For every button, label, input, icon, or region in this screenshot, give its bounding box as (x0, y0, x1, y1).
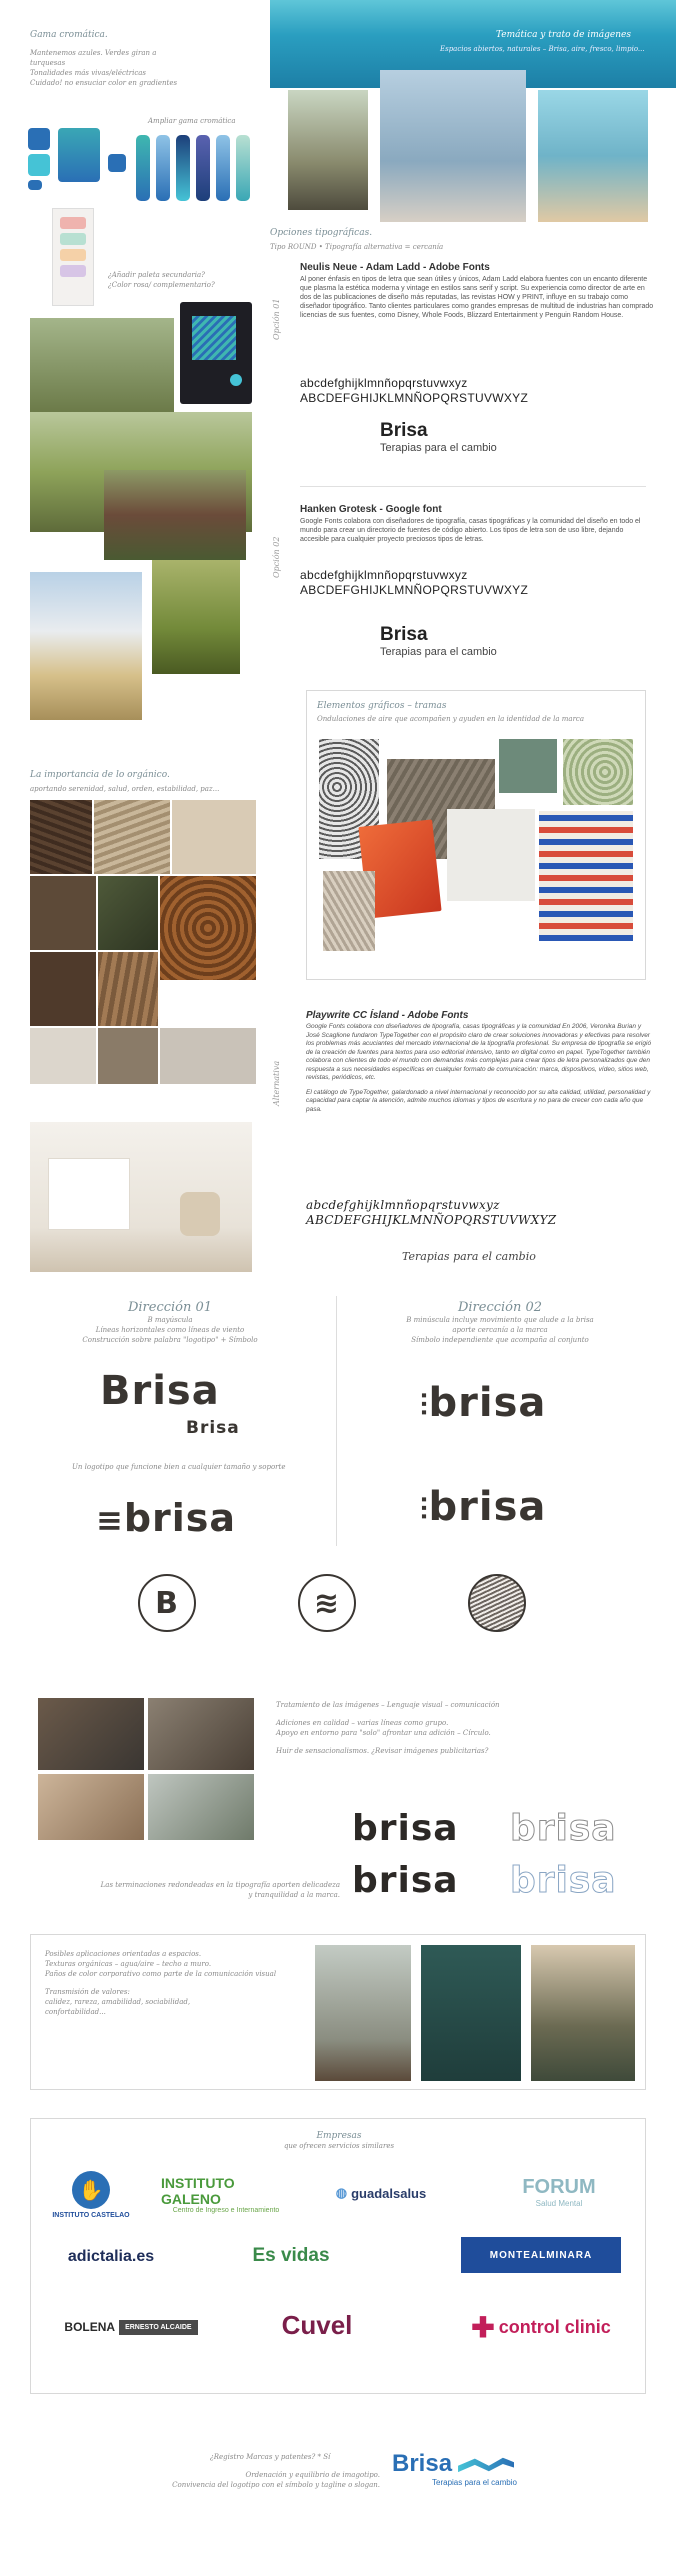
company-name: INSTITUTO GALENO (161, 2174, 235, 2207)
direction1 (70, 1300, 270, 1345)
option2-block (300, 504, 654, 544)
footer-line: Ordenación y equilibrio de imagotipo. (245, 2471, 380, 2479)
lounge-photo (315, 1945, 411, 2081)
tree-ring-photo (160, 876, 256, 980)
alt-tagline: Terapias para el cambio (402, 1250, 536, 1263)
leaf-photo (30, 876, 96, 950)
company-name: FORUM (522, 2176, 596, 2198)
company-sub: Salud Mental (535, 2199, 583, 2208)
walk-photo (148, 1774, 254, 1840)
application-line: Texturas orgánicas – agua/aire – techo a muro. (45, 1960, 212, 1968)
clay-photo (98, 1028, 158, 1084)
wood-photo (30, 800, 92, 874)
direction2-title: Dirección 02 (457, 1300, 543, 1315)
logo-forum (499, 2165, 619, 2219)
companies-frame (30, 2118, 646, 2394)
alt-font-name: Playwrite CC Ísland - Adobe Fonts (306, 1010, 469, 1021)
secondary-palette-card (52, 208, 94, 306)
rounded-note: Las terminaciones redondeadas en la tipografía aporten delicadeza y tranquilidad a la marca. (100, 1881, 340, 1899)
imagery-subtitle: Espacios abiertos, naturales – Brisa, aire, fresco, limpio... (440, 45, 645, 53)
treatment-notes (276, 1700, 576, 1756)
uppercase-alphabet: ABCDEFGHIJKLMNÑOPQRSTUVWXYZ (300, 583, 529, 597)
logo-word: brisa (123, 1496, 237, 1540)
direction2 (380, 1300, 620, 1345)
dune-photo (98, 876, 158, 950)
application-line: Transmisión de valores: (45, 1988, 130, 1996)
gradient-strip (136, 135, 150, 201)
alt-alphabet (306, 1198, 556, 1228)
dark-mockup (180, 302, 252, 404)
company-name: BOLENA (64, 2320, 116, 2334)
direction1-title: Dirección 01 (127, 1300, 213, 1315)
gradient-strip (236, 135, 250, 201)
logo-cuvel (257, 2303, 377, 2347)
organic-subtitle: aportando serenidad, salud, orden, estabilidad, paz... (30, 785, 220, 793)
footer-notes (160, 2470, 380, 2490)
direction1-line: Líneas horizontales como líneas de viento (95, 1326, 245, 1334)
wave-icon (458, 2455, 514, 2473)
logo-montealminara (461, 2237, 621, 2273)
sand-photo (94, 800, 170, 874)
couple-photo (148, 1698, 254, 1770)
applications-frame (30, 1934, 646, 2090)
direction1-note: Un logotipo que funcione bien a cualquier tamaño y soporte (72, 1463, 286, 1471)
footer-logo (392, 2450, 517, 2487)
organic-title: La importancia de lo orgánico. (30, 770, 170, 780)
person-photo (104, 470, 246, 560)
applications-notes (45, 1949, 305, 2017)
footer-tagline: Terapias para el cambio (432, 2478, 517, 2487)
swatch-blue (28, 128, 50, 150)
application-line: confortabilidad... (45, 2008, 106, 2016)
lowercase-alphabet: abcdefghijklmnñopqrstuvwxyz (300, 376, 468, 390)
marble-photo (30, 1028, 96, 1084)
room-photo (30, 1122, 252, 1272)
option2-label: Opción 02 (272, 536, 281, 578)
imagery-title: Temática y trato de imágenes (496, 30, 631, 40)
logo-brisa-lower-alt: ⫶brisa (420, 1484, 547, 1530)
graphics-subtitle: Ondulaciones de aire que acompañen y ayuden en la identidad de la marca (317, 715, 585, 723)
gradient-strip (156, 135, 170, 201)
direction2-line: Símbolo independiente que acompaña al conjunto (411, 1336, 589, 1344)
company-name: INSTITUTO CASTELAO (52, 2212, 130, 2219)
option1-alphabet (300, 376, 528, 406)
lowercase-alphabet: abcdefghijklmnñopqrstuvwxyz (300, 568, 468, 582)
brand-name: Brisa (380, 420, 428, 441)
wordmark-solid: brisa (352, 1860, 459, 1901)
application-line: Paños de color corporativo como parte de la comunicación visual (45, 1970, 277, 1978)
wordmark-outline: brisa (510, 1808, 617, 1849)
application-line: calidez, rareza, amabilidad, sociabilidad, (45, 1998, 191, 2006)
logo-adictalia (51, 2239, 171, 2275)
wordmark-outline-blue: brisa (510, 1860, 617, 1901)
treatment-line: Huir de sensacionalismos. ¿Revisar imágenes publicitarias? (276, 1747, 489, 1755)
logo-guadalsalus: ◍ guadalsalus (335, 2185, 427, 2201)
woman-glasses-photo (38, 1774, 144, 1840)
option1-font-name: Neulis Neue - Adam Ladd - Adobe Fonts (300, 262, 490, 273)
symbol-circle-texture (468, 1574, 526, 1632)
logo-word: brisa (428, 1484, 547, 1530)
direction1-line: Construcción sobre palabra "logotipo" + Símbolo (82, 1336, 258, 1344)
gradient-strip (216, 135, 230, 201)
direction2-line: aporte cercanía a la marca (452, 1326, 548, 1334)
direction2-line: B minúscula incluye movimiento que alude a la brisa (406, 1316, 594, 1324)
company-name: guadalsalus (351, 2185, 427, 2201)
pattern-mint (563, 739, 633, 805)
green-wall-photo (421, 1945, 521, 2081)
company-name: MONTEALMINARA (489, 2249, 593, 2261)
swatch-cyan (28, 154, 50, 176)
wordmark-solid: brisa (352, 1808, 459, 1849)
company-name: adictalia.es (67, 2248, 155, 2265)
friends-photo (38, 1698, 144, 1770)
typography-subtitle: Tipo ROUND • Tipografía alternativa = cercanía (270, 243, 444, 251)
poster-mockup (539, 811, 633, 941)
rock-photo (98, 952, 158, 1026)
direction1-line: B mayúscula (147, 1316, 193, 1324)
company-sub: ERNESTO ALCAIDE (119, 2320, 198, 2335)
symbol-circle-waves: ≋ (298, 1574, 356, 1632)
application-line: Posibles aplicaciones orientadas a espacios. (45, 1950, 202, 1958)
option1-label: Opción 01 (272, 298, 281, 340)
option1-brand-sample (380, 420, 497, 454)
sky-photo (30, 572, 142, 720)
option2-description: Google Fonts colabora con diseñadores de tipografía, casas tipográficas y la comunidad del diseño en todo el mundo para crear un directorio de fuentes de código abierto. Los tipos de letra son de uso libre, dejando accesible para cualquier proyecto preciosos tipos de letras. (300, 518, 641, 543)
brand-tagline: Terapias para el cambio (380, 646, 497, 658)
palette-line: Mantenemos azules. Verdes giran a turquesas (30, 49, 157, 67)
treatment-line: Apoyo en entorno para "solo" afrontar una adición – Círculo. (276, 1729, 491, 1737)
foam-photo (160, 1028, 256, 1084)
extended-palette-title: Ampliar gama cromática (148, 117, 236, 125)
swatch-gradient (58, 128, 100, 182)
treatment-line: Adiciones en calidad – varias líneas como grupo. (276, 1719, 449, 1727)
pattern-green (499, 739, 557, 793)
treatment-line: Tratamiento de las imágenes – Lenguaje visual – comunicación (276, 1701, 500, 1709)
palette-notes (30, 48, 190, 88)
gradient-strip (176, 135, 190, 201)
palette-line: Cuidado! no ensuciar color en gradientes (30, 79, 178, 87)
alt-description: Google Fonts colabora con diseñadores de tipografía, casas tipográficas y la comunidad En 2006, Veronika Burian y José Scaglione fundaron TypeTogether con el propósito claro de crear soluciones innovadoras y efectivas para resolver los problemas más acuciantes del mercado internacional de la tipografía profesional. Su empresa de tipografía se erigió de la creación de fuentes para textos para uso editorial intensivo, tanto en digital como en papel. TypeTogether también colabora con clientes de todo el mundo con demandas más complejas para crear tipos de letra personalizados que den respuesta a sus necesidades específicas en cualquier formato de comunicación: marca, dispositivos, vídeo, sitios web, revistas, periódicos, etc. (306, 1023, 652, 1081)
logo-bolena (51, 2307, 211, 2347)
companies-subtitle: que ofrecen servicios similares (283, 2142, 395, 2150)
footer-line: Convivencia del logotipo con el símbolo y tagline o slogan. (172, 2481, 380, 2489)
gradient-strip (196, 135, 210, 201)
company-name: control clinic (498, 2316, 611, 2337)
secondary-question-line: ¿Color rosa/ complementario? (108, 281, 215, 289)
logo-instituto-galeno (161, 2165, 291, 2223)
bark-photo (172, 800, 256, 874)
option2-brand-sample (380, 624, 497, 658)
company-name: Cuvel (281, 2309, 353, 2340)
footer-brand: Brisa (392, 2450, 453, 2477)
logo-brisa-small: Brisa (186, 1418, 240, 1438)
logo-esvidas (231, 2235, 351, 2277)
office-photo (531, 1945, 635, 2081)
graphics-title: Elementos gráficos – tramas (317, 701, 447, 711)
swatch-teal (28, 180, 42, 190)
swatch-small (108, 154, 126, 172)
logo-brisa-lower: ⫶brisa (420, 1380, 547, 1426)
uppercase-alphabet: ABCDEFGHIJKLMNÑOPQRSTUVWXYZ (306, 1213, 557, 1227)
palette-title: Gama cromática. (30, 30, 108, 40)
palette-line: Tonalidades más vivas/eléctricas (30, 69, 147, 77)
option1-block (300, 262, 654, 320)
symbol-circle-b: B (138, 1574, 196, 1632)
alt-label: Alternativa (272, 1060, 281, 1106)
beach-photo (538, 90, 648, 222)
option1-description: Al poner énfasis en tipos de letra que sean útiles y únicos, Adam Ladd elabora fuentes con un encanto diferente que plasma la estética moderna y vintage en estilos sans serif y script. Su experiencia como director de arte en dos de las publicaciones de diseño más reputadas, las revistas HOW y PRINT, influye en su trabajo como diseñador tipográfico. Tanto clientes particulares como grandes empresas de multitud de industrias han comprado licencias de sus fuentes, como Disney, Whole Foods, Blizzard Entertainment y Penguin Random House. (300, 276, 654, 319)
pattern-rug2 (323, 871, 375, 951)
logo-brisa-wind: ≡brisa (96, 1496, 237, 1540)
brand-tagline: Terapias para el cambio (380, 442, 497, 454)
chair-photo (447, 809, 535, 901)
application-line (45, 1979, 305, 1987)
secondary-question-line: ¿Añadir paleta secundaria? (108, 271, 205, 279)
stone-photo (30, 952, 96, 1026)
woman-photo (380, 70, 526, 222)
lowercase-alphabet: abcdefghijklmnñopqrstuvwxyz (306, 1198, 500, 1212)
companies-title: Empresas (316, 2131, 362, 2141)
option2-font-name: Hanken Grotesk - Google font (300, 504, 442, 515)
logo-brisa-upper: Brisa (100, 1368, 220, 1414)
alt-description2: El catálogo de TypeTogether, galardonado a nivel internacional y reconocido por su alta calidad, utilidad, personalidad y capacidad para captar la atención, admite muchos idiomas y tipos de escritura y no para de crecer con cada año que pasa. (306, 1088, 651, 1113)
logo-control-clinic: ✚ control clinic (471, 2311, 611, 2343)
reed-photo (152, 560, 240, 674)
brand-name: Brisa (380, 624, 428, 645)
alt-block (306, 1010, 656, 1114)
graphics-frame (306, 690, 646, 980)
option2-alphabet (300, 568, 528, 598)
companies-header (31, 2131, 647, 2151)
secondary-question (108, 270, 238, 290)
company-name: Es vidas (252, 2245, 330, 2266)
logo-instituto-castelao: ✋ INSTITUTO CASTELAO (51, 2165, 131, 2225)
footer-question: ¿Registro Marcas y patentes? * Sí (210, 2453, 331, 2461)
typography-title: Opciones tipográficas. (270, 228, 373, 238)
logo-word: brisa (428, 1380, 547, 1426)
company-sub: Centro de Ingreso e Internamiento (172, 2206, 280, 2214)
uppercase-alphabet: ABCDEFGHIJKLMNÑOPQRSTUVWXYZ (300, 391, 529, 405)
field-photo (288, 90, 368, 210)
